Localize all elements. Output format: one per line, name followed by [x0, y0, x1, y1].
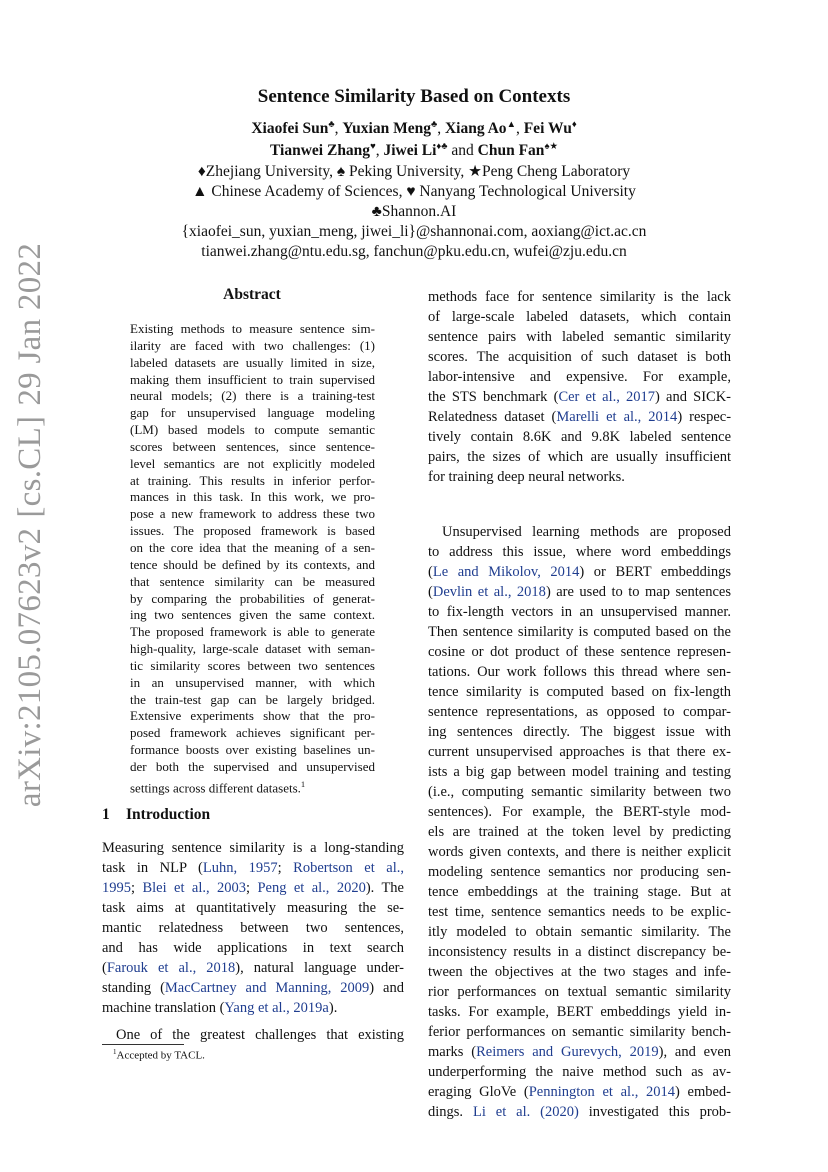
- text-line: of large-scale labeled datasets, which contain: [428, 309, 731, 325]
- abstract-line: on the core idea that the meaning of a sen-: [130, 539, 375, 555]
- text-line: and has wide applications in text search: [102, 940, 404, 956]
- abstract-line: level semantics are not explicitly modeled: [130, 455, 375, 471]
- abstract-line: Extensive experiments show that the pro-: [130, 708, 375, 724]
- citation-link[interactable]: 1995: [102, 880, 131, 896]
- text-line: tence embeddings at the training stage. But at: [428, 884, 731, 900]
- text-line: underperforming the naive method such as av-: [428, 1064, 731, 1080]
- abstract-line: scores between sentences, since sentence-: [130, 438, 375, 454]
- abstract-line: (LM) based models to compute semantic: [130, 422, 375, 438]
- text-line: (i.e., computing semantic similarity between two: [428, 784, 731, 800]
- abstract-line: tence should be defined by its contexts, and: [130, 556, 375, 572]
- text-line: labor-intensive and expensive. For example,: [428, 369, 731, 385]
- paper-title: Sentence Similarity Based on Contexts: [257, 86, 571, 107]
- citation-link[interactable]: Yang et al., 2019a: [224, 1000, 329, 1016]
- abstract-line: der both the supervised and unsupervised: [130, 758, 375, 774]
- abstract-line: gap for unsupervised language modeling: [130, 405, 375, 421]
- section-title: Introduction: [126, 806, 211, 823]
- footnote-marker[interactable]: 1: [300, 778, 306, 789]
- citation-link[interactable]: Pennington et al., 2014: [528, 1084, 675, 1100]
- text-line: pairs, the sizes of which are usually insufficient: [428, 449, 731, 465]
- text-line: sentence pairs with labeled semantic similarity: [428, 329, 731, 345]
- paragraph-gap: [428, 487, 731, 522]
- footnote: [113, 1048, 205, 1062]
- citation-link[interactable]: Robertson et al.,: [293, 860, 404, 876]
- abstract-line: Existing methods to measure sentence sim-: [130, 321, 375, 336]
- abstract-line: the train-test gap can be largely bridged.: [130, 691, 375, 707]
- text-line: dings. Li et al. (2020) investigated this prob-: [428, 1104, 732, 1120]
- text-line: Relatedness dataset (Marelli et al., 2014) respec-: [428, 409, 732, 425]
- abstract-line: making them insufficient to train supervised: [130, 371, 375, 387]
- text-line: sentence representations, as opposed to compar-: [428, 704, 731, 720]
- abstract-line: that sentence similarity can be measured: [130, 573, 375, 589]
- abstract-line: high-quality, large-scale dataset with seman-: [130, 641, 375, 657]
- text-line: ists a big gap between model training and testing: [428, 764, 731, 780]
- abstract-body: [130, 321, 375, 797]
- citation-link[interactable]: Blei et al., 2003: [142, 880, 246, 896]
- text-line: (Devlin et al., 2018) are used to to map sentences: [428, 584, 731, 600]
- text-line: (Farouk et al., 2018), natural language under-: [102, 960, 404, 976]
- citation-link[interactable]: Li et al. (2020): [472, 1104, 579, 1120]
- text-line: tence similarity is computed based on fix-length: [428, 684, 731, 700]
- abstract-last-line: settings across different datasets.$^1$: [130, 778, 306, 796]
- citation-link[interactable]: Marelli et al., 2014: [556, 409, 678, 425]
- abstract-line: labeled datasets are usually limited in size,: [130, 354, 375, 370]
- text-line: scores. The acquisition of such dataset is both: [428, 349, 731, 365]
- text-line: Unsupervised learning methods are proposed: [442, 524, 731, 540]
- abstract-line: ing two sentences given the same context.: [130, 607, 375, 623]
- footnote-divider: [102, 1044, 184, 1045]
- text-line: modeling sentence semantics nor producing sen-: [428, 864, 731, 880]
- citation-link[interactable]: Luhn, 1957: [202, 860, 278, 876]
- text-line: One of the greatest challenges that existing: [116, 1027, 404, 1043]
- abstract-line: by comparing the probabilities of generat-: [130, 590, 375, 606]
- text-line: to address this issue, where word embeddings: [428, 544, 731, 560]
- text-line: els are trained at the token level by predicting: [428, 824, 731, 840]
- text-line: Measuring sentence similarity is a long-standing: [102, 840, 404, 856]
- text-line: rior performances on textual semantic similarity: [428, 984, 731, 1000]
- footnote-number: 1: [113, 1048, 117, 1056]
- section-heading-introduction: [102, 806, 210, 824]
- abstract-line: formance boosts over existing baselines un-: [130, 742, 375, 758]
- abstract-line: pose a new framework to address these two: [130, 506, 375, 522]
- citation-link[interactable]: MacCartney and Manning, 2009: [164, 980, 370, 996]
- text-line: words given contexts, and there is neither explicit: [428, 844, 731, 860]
- abstract-line: in an unsupervised manner, with which: [130, 674, 375, 690]
- text-line: standing (MacCartney and Manning, 2009) and: [102, 980, 404, 996]
- text-line: tween the objectives at the two stages and infe-: [428, 964, 731, 980]
- introduction-body: [102, 838, 404, 1045]
- email-line-2: tianwei.zhang@ntu.edu.sg, fanchun@pku.edu.cn, wufei@zju.edu.cn: [201, 243, 627, 260]
- citation-link[interactable]: Cer et al., 2017: [558, 389, 656, 405]
- text-line: test time, sentence semantics needs to be explic-: [428, 904, 731, 920]
- abstract-line: posed framework achieves significant per-: [130, 725, 375, 741]
- author-line-2: Tianwei Zhang♥, Jiwei Li♦♣ and Chun Fan♠★: [269, 142, 559, 160]
- text-line: sentences). For example, the BERT-style mod-: [428, 804, 731, 820]
- abstract-line: tic similarity scores between two sentences: [130, 657, 375, 673]
- text-line: ing sentences directly. The biggest issue with: [428, 724, 731, 740]
- abstract-heading: Abstract: [223, 286, 281, 303]
- text-line: the STS benchmark (Cer et al., 2017) and SICK-: [428, 389, 731, 405]
- text-line: cosine or dot product of these sentence represen-: [428, 644, 731, 660]
- abstract-line: issues. The proposed framework is based: [130, 523, 375, 539]
- arxiv-watermark: [6, 242, 54, 808]
- footnote-text: Accepted by TACL.: [116, 1049, 205, 1062]
- abstract-line: ilarity are faced with two challenges: (1): [130, 337, 375, 353]
- affiliation-line-2: ▲ Chinese Academy of Sciences, ♥ Nanyang Technological University: [192, 183, 636, 200]
- text-line: to fix-length vectors in an unsupervised manner.: [428, 604, 731, 620]
- arxiv-id: arXiv:2105.07623v2: [11, 527, 48, 808]
- text-line: methods face for sentence similarity is the lack: [428, 289, 731, 305]
- text-line: inconsistency results in a distinct discrepancy be-: [428, 944, 731, 960]
- text-line: tasks. For example, BERT embeddings yield in-: [428, 1004, 731, 1020]
- text-line: marks (Reimers and Gurevych, 2019), and even: [428, 1044, 732, 1060]
- abstract-line: mances in this task. In this work, we pro-: [130, 489, 375, 505]
- section-number: 1: [102, 806, 110, 823]
- citation-link[interactable]: Devlin et al., 2018: [432, 584, 546, 600]
- abstract-line: at training. This results in inferior perfor-: [130, 472, 375, 488]
- text-line: task aims at quantitatively measuring the se-: [102, 900, 404, 916]
- text-line: tations. Our work follows this thread where sen-: [428, 664, 731, 680]
- abstract-line: neural models; (2) there is a training-test: [130, 388, 375, 404]
- text-line: mantic relatedness between two sentences,: [102, 920, 404, 936]
- text-line: for training deep neural networks.: [428, 469, 625, 485]
- text-line: tively contain 8.6K and 9.8K labeled sentence: [428, 429, 731, 445]
- arxiv-category: [cs.CL]: [11, 415, 48, 518]
- affiliation-line-1: ♦Zhejiang University, ♠ Peking University, ★Peng Cheng Laboratory: [197, 163, 631, 180]
- citation-link[interactable]: Le and Mikolov, 2014: [432, 564, 580, 580]
- text-line: 1995; Blei et al., 2003; Peng et al., 2020). The: [102, 880, 404, 896]
- citation-link[interactable]: Farouk et al., 2018: [106, 960, 236, 976]
- text-line: itly modeled to obtain semantic similarity. The: [428, 924, 731, 940]
- text-line: (Le and Mikolov, 2014) or BERT embeddings: [428, 564, 731, 580]
- author-line-1: Xiaofei Sun♣, Yuxian Meng♣, Xiang Ao▲, Fei Wu♦: [251, 120, 577, 138]
- text-line: Then sentence similarity is computed based on the: [428, 624, 731, 640]
- abstract-line: The proposed framework is able to generate: [130, 624, 375, 640]
- text-line: machine translation (Yang et al., 2019a).: [102, 1000, 338, 1016]
- text-line: eraging GloVe (Pennington et al., 2014) embed-: [428, 1084, 731, 1100]
- citation-link[interactable]: Peng et al., 2020: [257, 880, 366, 896]
- text-line: ferior performances on semantic similarity bench-: [428, 1024, 731, 1040]
- text-line: task in NLP (Luhn, 1957; Robertson et al.,: [102, 860, 404, 876]
- email-line-1: {xiaofei_sun, yuxian_meng, jiwei_li}@shannonai.com, aoxiang@ict.ac.cn: [181, 223, 647, 240]
- arxiv-date: 29 Jan 2022: [11, 242, 48, 406]
- citation-link[interactable]: Reimers and Gurevych, 2019: [476, 1044, 659, 1060]
- right-column-body: [428, 287, 731, 1122]
- affiliation-line-3: ♣Shannon.AI: [371, 203, 457, 220]
- text-line: current unsupervised approaches is that there ex-: [428, 744, 731, 760]
